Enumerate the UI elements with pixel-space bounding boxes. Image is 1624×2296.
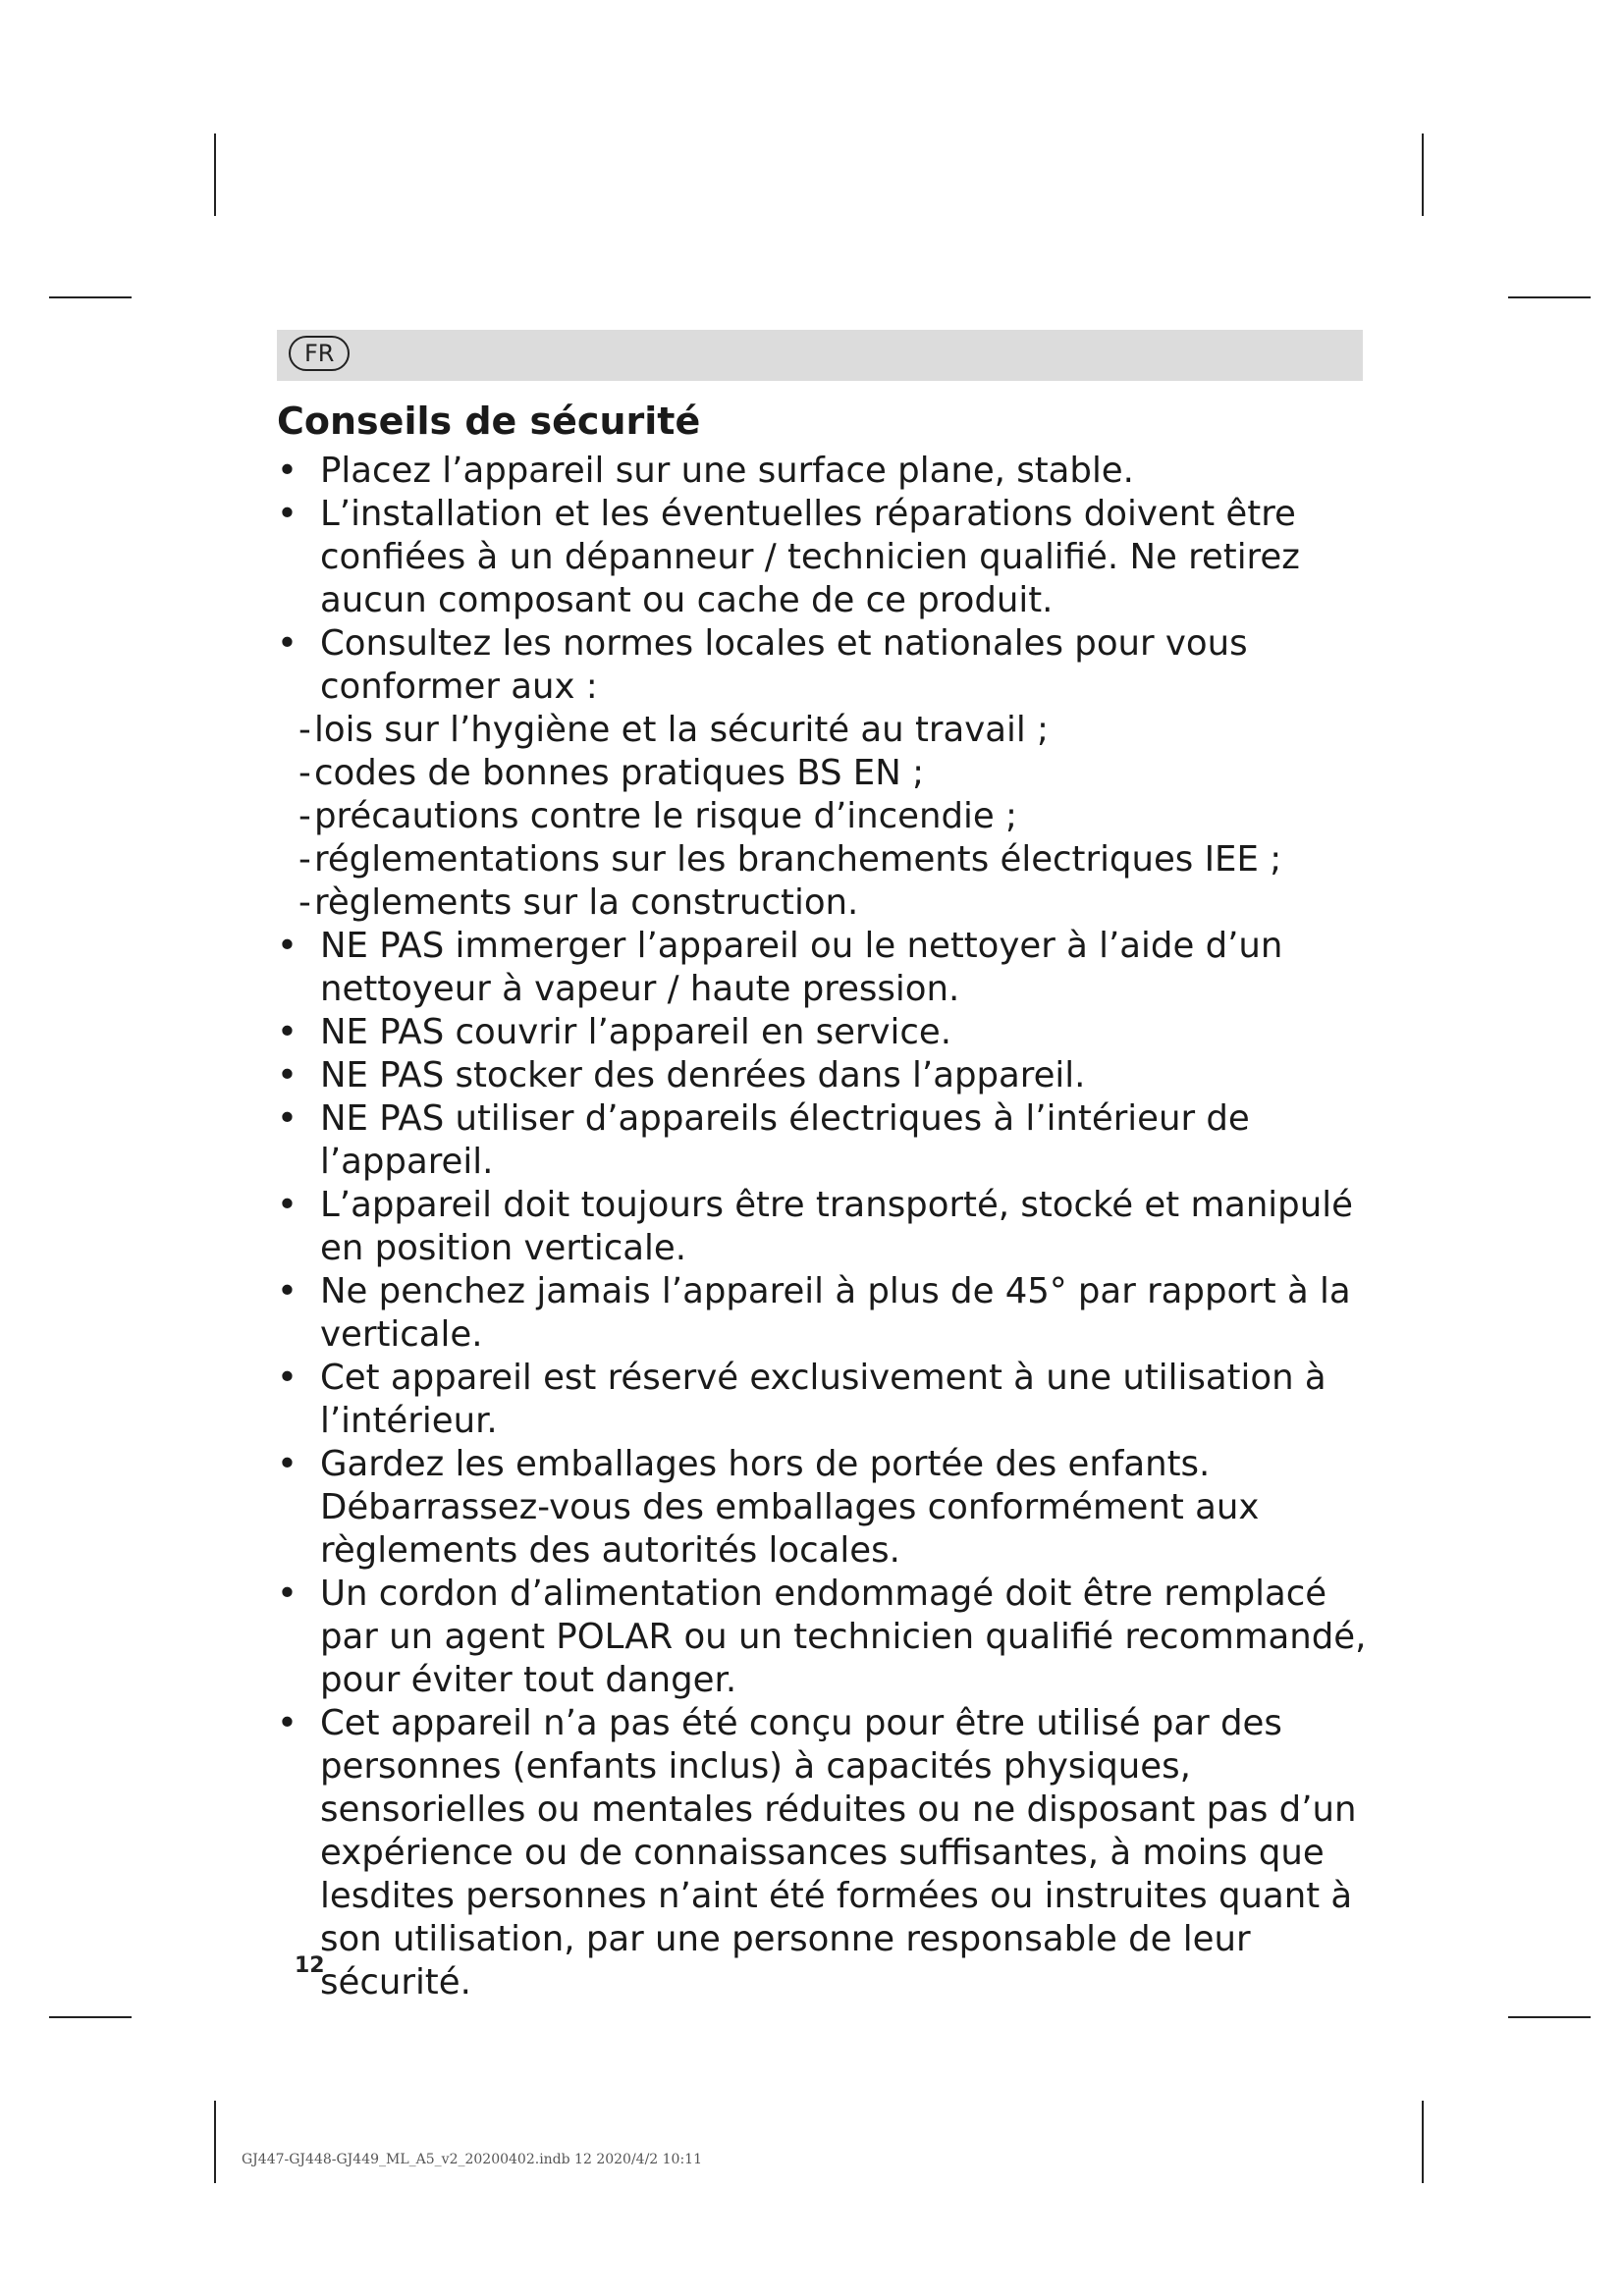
crop-mark-lower-right [1508, 2016, 1591, 2018]
bullet-icon: • [277, 623, 298, 664]
page-number: 12 [295, 1953, 325, 1978]
bullet-icon: • [277, 1271, 298, 1311]
dash-icon: - [298, 839, 311, 880]
crop-mark-top-left [214, 133, 216, 216]
list-item: • NE PAS couvrir l’appareil en service. [277, 1012, 952, 1052]
dash-icon: - [298, 710, 311, 750]
list-item: • Ne penchez jamais l’appareil à plus de 45° par rapport à la verticale. [277, 1271, 1351, 1355]
print-slug: GJ447-GJ448-GJ449_ML_A5_v2_20200402.indb 12 2020/4/2 10:11 [242, 2152, 702, 2167]
bullet-icon: • [277, 926, 298, 966]
language-bar [277, 330, 1363, 381]
bullet-icon: • [277, 451, 298, 491]
sub-list-item: - codes de bonnes pratiques BS EN ; [298, 753, 925, 793]
sub-list-item: - règlements sur la construction. [298, 882, 859, 923]
bullet-icon: • [277, 1098, 298, 1139]
list-item: • Cet appareil est réservé exclusivement à une utilisation à l’intérieur. [277, 1358, 1326, 1441]
bullet-icon: • [277, 1703, 298, 1743]
list-item: • NE PAS utiliser d’appareils électriques à l’intérieur de l’appareil. [277, 1098, 1250, 1182]
sub-list-item: - réglementations sur les branchements électriques IEE ; [298, 839, 1282, 880]
sub-list-item: - lois sur l’hygiène et la sécurité au travail ; [298, 710, 1049, 750]
crop-mark-lower-left [49, 2016, 132, 2018]
bullet-icon: • [277, 1055, 298, 1095]
page-title: Conseils de sécurité [277, 400, 701, 443]
crop-mark-bottom-left [214, 2101, 216, 2183]
list-item: • Cet appareil n’a pas été conçu pour être utilisé par des personnes (enfants inclus) à capacités physiques, sensorielles ou mentales réduites ou ne disposant pas d’un expérience ou de connaissances suffisantes, à moins que lesdites personnes n’aint été formées ou instruites quant à son utilisation, par une personne responsable de leur sécurité. [277, 1703, 1357, 2002]
bullet-icon: • [277, 1574, 298, 1614]
list-item: • Consultez les normes locales et nationales pour vous conformer aux : [277, 623, 1248, 707]
dash-icon: - [298, 753, 311, 793]
sub-list-item: - précautions contre le risque d’incendie ; [298, 796, 1017, 836]
language-badge: FR [289, 336, 350, 371]
crop-mark-upper-right [1508, 296, 1591, 298]
safety-list [277, 450, 1377, 2004]
bullet-icon: • [277, 1444, 298, 1484]
crop-mark-bottom-right [1422, 2101, 1424, 2183]
list-item: • Un cordon d’alimentation endommagé doit être remplacé par un agent POLAR ou un technicien qualifié recommandé, pour éviter tout danger. [277, 1574, 1367, 1700]
bullet-icon: • [277, 494, 298, 534]
bullet-icon: • [277, 1012, 298, 1052]
list-item: • L’appareil doit toujours être transporté, stocké et manipulé en position verticale. [277, 1185, 1353, 1268]
list-item: • NE PAS immerger l’appareil ou le nettoyer à l’aide d’un nettoyeur à vapeur / haute pression. [277, 926, 1283, 1009]
bullet-icon: • [277, 1185, 298, 1225]
crop-mark-top-right [1422, 133, 1424, 216]
list-item: • L’installation et les éventuelles réparations doivent être confiées à un dépanneur / technicien qualifié. Ne retirez aucun composant ou cache de ce produit. [277, 494, 1300, 620]
crop-mark-upper-left [49, 296, 132, 298]
list-item: • Placez l’appareil sur une surface plane, stable. [277, 451, 1134, 491]
list-item: • Gardez les emballages hors de portée des enfants. Débarrassez-vous des emballages conformément aux règlements des autorités locales. [277, 1444, 1260, 1571]
bullet-icon: • [277, 1358, 298, 1398]
dash-icon: - [298, 796, 311, 836]
dash-icon: - [298, 882, 311, 923]
list-item: • NE PAS stocker des denrées dans l’appareil. [277, 1055, 1086, 1095]
